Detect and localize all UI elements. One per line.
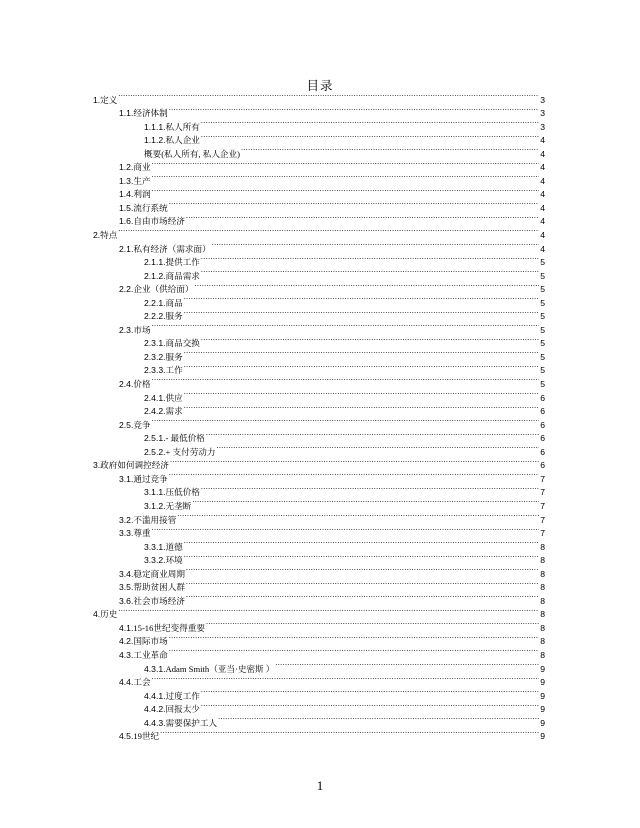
dot-leader bbox=[201, 699, 539, 713]
toc-entry-number: 1.5. bbox=[119, 202, 134, 213]
toc-title: 目录 bbox=[306, 79, 334, 93]
toc-entry-page: 5 bbox=[540, 379, 545, 390]
dot-leader bbox=[169, 103, 539, 117]
toc-entry-number: 2.5.2. bbox=[144, 446, 166, 457]
toc-entry-number: 3.3.1. bbox=[144, 541, 166, 552]
toc-entry-number: 3.3.2. bbox=[144, 555, 166, 566]
toc-entry[interactable] bbox=[93, 617, 545, 631]
dot-leader bbox=[201, 252, 539, 266]
dot-leader bbox=[184, 306, 540, 320]
dot-leader bbox=[275, 658, 539, 672]
toc-entry-title: 私有经济（需求面） bbox=[133, 243, 211, 254]
dot-leader bbox=[118, 604, 539, 618]
dot-leader bbox=[186, 577, 539, 591]
dot-leader bbox=[152, 373, 540, 387]
toc-entry-title: 道德 bbox=[165, 541, 183, 552]
dot-leader bbox=[186, 211, 539, 225]
toc-entry[interactable] bbox=[93, 387, 545, 401]
toc-entry-page: 4 bbox=[540, 230, 545, 241]
toc-entry-title: 19世纪 bbox=[133, 731, 160, 742]
dot-leader bbox=[212, 238, 540, 252]
toc-entry-page: 3 bbox=[540, 94, 545, 105]
toc-entry-title: 私人企业 bbox=[165, 135, 200, 146]
toc-entry[interactable] bbox=[93, 170, 545, 184]
toc-entry-number: 3.5. bbox=[119, 582, 134, 593]
toc-entry-page: 7 bbox=[540, 528, 545, 539]
toc-entry-page: 5 bbox=[540, 297, 545, 308]
toc-entry-title: 商品交换 bbox=[165, 338, 200, 349]
toc-entry-page: 9 bbox=[540, 704, 545, 715]
toc-entry-number: 2.3.3. bbox=[144, 365, 166, 376]
toc-entry-page: 4 bbox=[540, 243, 545, 254]
dot-leader bbox=[184, 550, 540, 564]
dot-leader bbox=[177, 509, 539, 523]
toc-entry-page: 9 bbox=[540, 663, 545, 674]
toc-entry[interactable] bbox=[93, 184, 545, 198]
toc-entry-title: - 最低价格 bbox=[165, 433, 205, 444]
toc-entry-page: 8 bbox=[540, 636, 545, 647]
toc-entry-title: 生产 bbox=[133, 175, 151, 186]
toc-entry-number: 2.4.1. bbox=[144, 392, 166, 403]
toc-entry-title: 价格 bbox=[133, 379, 151, 390]
toc-entry-number: 1.4. bbox=[119, 189, 134, 200]
dot-leader bbox=[184, 401, 540, 415]
toc-entry-page: 5 bbox=[540, 284, 545, 295]
dot-leader bbox=[118, 89, 539, 103]
dot-leader bbox=[118, 224, 539, 238]
toc-entry-number: 3. bbox=[93, 460, 101, 471]
toc-entry[interactable] bbox=[93, 428, 545, 442]
dot-leader bbox=[192, 495, 539, 509]
toc-entry-title: 帮助贫困人群 bbox=[133, 582, 185, 593]
toc-entry-title: 政府如何调控经济 bbox=[100, 460, 169, 471]
toc-entry-number: 2.2.1. bbox=[144, 297, 166, 308]
toc-entry-title: 私人所有 bbox=[165, 121, 200, 132]
toc-entry-page: 5 bbox=[540, 324, 545, 335]
toc-entry-page: 4 bbox=[540, 189, 545, 200]
toc-entry-title: 过度工作 bbox=[165, 690, 200, 701]
dot-leader bbox=[152, 672, 540, 686]
dot-leader bbox=[184, 292, 540, 306]
toc-entry-number: 4.2. bbox=[119, 636, 134, 647]
toc-entry-title: 压低价格 bbox=[165, 487, 200, 498]
toc-entry-title: 15-16世纪变得重要 bbox=[133, 622, 205, 633]
toc-entry[interactable] bbox=[93, 224, 545, 241]
dot-leader bbox=[201, 265, 539, 279]
toc-entry-page: 5 bbox=[540, 365, 545, 376]
dot-leader bbox=[195, 279, 540, 293]
toc-entry-number: 2.1.2. bbox=[144, 270, 166, 281]
dot-leader bbox=[160, 726, 539, 740]
toc-entry-page: 8 bbox=[540, 555, 545, 566]
dot-leader bbox=[206, 428, 539, 442]
toc-entry-title: 提供工作 bbox=[165, 257, 200, 268]
toc-entry-page: 3 bbox=[540, 108, 545, 119]
dot-leader bbox=[184, 536, 540, 550]
toc-entry-number: 4.4.2. bbox=[144, 704, 166, 715]
toc-entry-title: 历史 bbox=[100, 609, 118, 620]
dot-leader bbox=[169, 197, 539, 211]
toc-entry-page: 5 bbox=[540, 351, 545, 362]
toc-entry-page: 8 bbox=[540, 649, 545, 660]
toc-entry-page: 7 bbox=[540, 514, 545, 525]
dot-leader bbox=[152, 170, 540, 184]
dot-leader bbox=[169, 468, 539, 482]
toc-entry-title: 尊重 bbox=[133, 528, 151, 539]
toc-entry-number: 2.1. bbox=[119, 243, 134, 254]
toc-entry-title: 工作 bbox=[165, 365, 183, 376]
toc-entry-number: 3.1.1. bbox=[144, 487, 166, 498]
toc-entry-title: 回报太少 bbox=[165, 704, 200, 715]
toc-entry-title: + 支付劳动力 bbox=[165, 446, 216, 457]
toc-entry-title: 服务 bbox=[165, 351, 183, 362]
toc-entry[interactable] bbox=[93, 604, 545, 618]
toc-entry[interactable] bbox=[93, 319, 545, 333]
toc-entry-page: 4 bbox=[540, 216, 545, 227]
toc-entry-number: 2.5. bbox=[119, 419, 134, 430]
toc-entry-page: 6 bbox=[540, 406, 545, 417]
toc-entry-number: 2.2. bbox=[119, 284, 134, 295]
toc-entry-title: 商品 bbox=[165, 297, 183, 308]
toc-entry-title: 稳定商业周期 bbox=[133, 568, 185, 579]
dot-leader bbox=[201, 333, 539, 347]
toc-entry-title: 流行系统 bbox=[133, 202, 168, 213]
toc-entry-page: 6 bbox=[540, 446, 545, 457]
dot-leader bbox=[216, 441, 539, 455]
toc-entry-title: 国际市场 bbox=[133, 636, 168, 647]
toc-entry[interactable] bbox=[93, 89, 545, 103]
toc-entry-page: 6 bbox=[540, 460, 545, 471]
toc-entry-title: 工业革命 bbox=[133, 649, 168, 660]
dot-leader bbox=[206, 617, 539, 631]
toc-entry-page: 8 bbox=[540, 582, 545, 593]
toc-entry-number: 1.2. bbox=[119, 162, 134, 173]
toc-entry-page: 8 bbox=[540, 622, 545, 633]
toc-entry-page: 7 bbox=[540, 487, 545, 498]
toc-entry[interactable] bbox=[93, 157, 545, 171]
toc-entry-page: 9 bbox=[540, 731, 545, 742]
toc-entry-page: 5 bbox=[540, 270, 545, 281]
toc-entry-title: 通过竞争 bbox=[133, 473, 168, 484]
toc-entry-number: 2.4.2. bbox=[144, 406, 166, 417]
dot-leader bbox=[186, 590, 539, 604]
toc-entry-page: 8 bbox=[540, 595, 545, 606]
toc-entry-title: 商品需求 bbox=[165, 270, 200, 281]
toc-entry[interactable] bbox=[93, 373, 545, 390]
dot-leader bbox=[186, 563, 539, 577]
toc-entry-title: 经济体制 bbox=[133, 108, 168, 119]
dot-leader bbox=[152, 184, 540, 198]
toc-entry-number: 2.3.2. bbox=[144, 351, 166, 362]
toc-entry-title: 商业 bbox=[133, 162, 151, 173]
toc-entry[interactable] bbox=[93, 197, 545, 211]
table-of-contents bbox=[93, 89, 545, 742]
toc-entry-title: 工会 bbox=[133, 677, 151, 688]
toc-entry-number: 2.5.1. bbox=[144, 433, 166, 444]
toc-entry-number: 2.1.1. bbox=[144, 257, 166, 268]
toc-entry-number: 1.6. bbox=[119, 216, 134, 227]
dot-leader bbox=[241, 143, 539, 157]
toc-entry-title: 市场 bbox=[133, 324, 151, 335]
toc-entry-number: 1.1.1. bbox=[144, 121, 166, 132]
toc-entry-number: 4.5. bbox=[119, 731, 134, 742]
toc-entry[interactable] bbox=[93, 333, 545, 347]
toc-entry-number: 1. bbox=[93, 94, 101, 105]
toc-entry[interactable] bbox=[93, 414, 545, 428]
toc-entry[interactable] bbox=[93, 685, 545, 699]
dot-leader bbox=[184, 360, 540, 374]
toc-entry-page: 8 bbox=[540, 541, 545, 552]
dot-leader bbox=[152, 157, 540, 171]
toc-entry-title: 无垄断 bbox=[165, 500, 192, 511]
dot-leader bbox=[201, 685, 539, 699]
toc-entry[interactable] bbox=[93, 523, 545, 537]
toc-entry-number: 1.1. bbox=[119, 108, 134, 119]
toc-entry-number: 1.1.2. bbox=[144, 135, 166, 146]
toc-entry-number: 3.3. bbox=[119, 528, 134, 539]
dot-leader bbox=[169, 644, 539, 658]
dot-leader bbox=[152, 414, 540, 428]
toc-entry-title: 供应 bbox=[165, 392, 183, 403]
toc-entry[interactable] bbox=[93, 238, 545, 252]
toc-entry-number: 4.1. bbox=[119, 622, 134, 633]
toc-entry-title: 服务 bbox=[165, 311, 183, 322]
toc-entry[interactable] bbox=[93, 536, 545, 550]
toc-entry-page: 5 bbox=[540, 338, 545, 349]
toc-entry-number: 2.2.2. bbox=[144, 311, 166, 322]
dot-leader bbox=[170, 455, 539, 469]
toc-entry-page: 5 bbox=[540, 257, 545, 268]
toc-entry-page: 3 bbox=[540, 121, 545, 132]
dot-leader bbox=[184, 346, 540, 360]
toc-entry-title: 社会市场经济 bbox=[133, 595, 185, 606]
toc-entry-number: 2. bbox=[93, 230, 101, 241]
toc-entry-page: 4 bbox=[540, 148, 545, 159]
dot-leader bbox=[152, 319, 540, 333]
page-number: 1 bbox=[316, 778, 324, 793]
toc-entry-title: 定义 bbox=[100, 94, 118, 105]
toc-entry-page: 8 bbox=[540, 568, 545, 579]
toc-entry[interactable] bbox=[93, 726, 545, 740]
toc-entry-title: 自由市场经济 bbox=[133, 216, 185, 227]
toc-entry-number: 4.4.3. bbox=[144, 717, 166, 728]
toc-entry-page: 4 bbox=[540, 175, 545, 186]
toc-entry-page: 7 bbox=[540, 473, 545, 484]
dot-leader bbox=[201, 116, 539, 130]
toc-entry-number: 3.1. bbox=[119, 473, 134, 484]
dot-leader bbox=[152, 523, 540, 537]
toc-entry-title: 环境 bbox=[165, 555, 183, 566]
dot-leader bbox=[201, 482, 539, 496]
dot-leader bbox=[218, 712, 539, 726]
toc-entry-page: 8 bbox=[540, 609, 545, 620]
toc-entry-page: 7 bbox=[540, 500, 545, 511]
toc-entry-number: 4. bbox=[93, 609, 101, 620]
toc-entry-title: 不滥用接管 bbox=[133, 514, 177, 525]
toc-entry-number: 3.2. bbox=[119, 514, 134, 525]
toc-entry-page: 6 bbox=[540, 419, 545, 430]
toc-entry-title: 需求 bbox=[165, 406, 183, 417]
toc-entry-number: 3.4. bbox=[119, 568, 134, 579]
toc-entry-page: 9 bbox=[540, 690, 545, 701]
toc-entry-page: 9 bbox=[540, 717, 545, 728]
toc-entry-title: Adam Smith（亚当·史密斯 ） bbox=[165, 663, 275, 674]
dot-leader bbox=[184, 387, 540, 401]
toc-entry[interactable] bbox=[93, 103, 545, 117]
toc-entry-page: 4 bbox=[540, 135, 545, 146]
toc-entry-title: 概要(私人所有, 私人企业) bbox=[144, 148, 240, 159]
toc-entry-number: 3.1.2. bbox=[144, 500, 166, 511]
toc-entry-title: 特点 bbox=[100, 230, 118, 241]
toc-entry-number: 2.3. bbox=[119, 324, 134, 335]
toc-entry-page: 4 bbox=[540, 162, 545, 173]
toc-entry-page: 6 bbox=[540, 433, 545, 444]
toc-entry-page: 6 bbox=[540, 392, 545, 403]
toc-entry-number: 4.3.1. bbox=[144, 663, 166, 674]
dot-leader bbox=[169, 631, 539, 645]
toc-entry-title: 利润 bbox=[133, 189, 151, 200]
toc-entry-number: 3.6. bbox=[119, 595, 134, 606]
toc-entry[interactable] bbox=[93, 672, 545, 686]
toc-entry-title: 竞争 bbox=[133, 419, 151, 430]
toc-entry-page: 4 bbox=[540, 202, 545, 213]
toc-entry-title: 需要保护工人 bbox=[165, 717, 218, 728]
toc-entry-number: 2.4. bbox=[119, 379, 134, 390]
toc-entry-number: 4.3. bbox=[119, 649, 134, 660]
toc-entry-number: 1.3. bbox=[119, 175, 134, 186]
toc-entry-page: 5 bbox=[540, 311, 545, 322]
dot-leader bbox=[201, 130, 539, 144]
toc-entry-title: 企业（供给面） bbox=[133, 284, 194, 295]
toc-entry-number: 4.4. bbox=[119, 677, 134, 688]
toc-entry-number: 2.3.1. bbox=[144, 338, 166, 349]
toc-entry-number: 4.4.1. bbox=[144, 690, 166, 701]
toc-entry-page: 9 bbox=[540, 677, 545, 688]
